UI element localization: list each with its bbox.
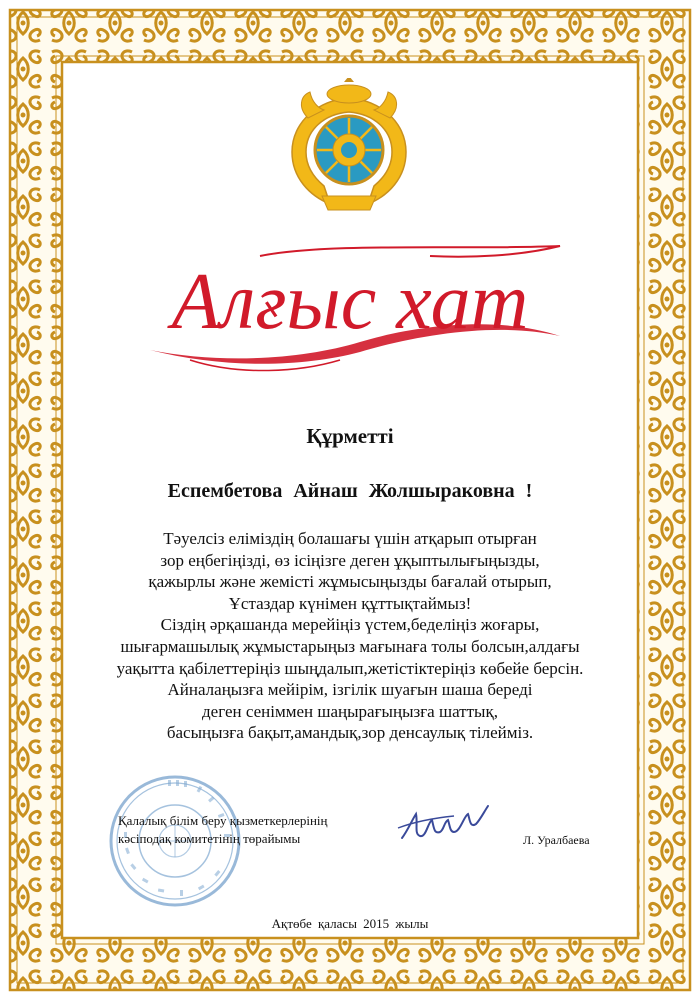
document-title bbox=[0, 232, 700, 382]
body-line: Тәуелсіз еліміздің болашағы үшін атқарып отырған bbox=[163, 529, 537, 548]
organization-line: Қалалық білім беру қызметкерлерінің bbox=[118, 813, 328, 828]
state-emblem-icon bbox=[278, 78, 420, 220]
body-line: Айналаңызға мейірім, ізгілік шуағын шаша береді bbox=[167, 680, 533, 700]
signature-icon bbox=[394, 800, 494, 850]
place-and-year: Ақтөбе қаласы 2015 жылы bbox=[271, 916, 429, 931]
body-line: Ұстаздар күнімен құттықтаймыз! bbox=[228, 593, 472, 613]
salutation: Құрметті bbox=[306, 424, 394, 448]
organization bbox=[118, 812, 327, 848]
body-line: уақытта қабілеттеріңіз шыңдалып,жетістіктеріңіз көбейе берсін. bbox=[116, 658, 584, 678]
organization-line: кәсіподақ комитетінің төрайымы bbox=[118, 831, 301, 846]
body-line: басыңызға бақыт,амандық,зор денсаулық тілейміз. bbox=[166, 723, 534, 743]
body-line: деген сеніммен шаңырағыңызға шаттық, bbox=[202, 701, 498, 721]
body-line: Сіздің әрқашанда мерейіңіз үстем,беделіңіз жоғары, bbox=[160, 615, 540, 635]
recipient-name: Еспембетова Айнаш Жолшыраковна ! bbox=[167, 480, 533, 502]
body-text bbox=[110, 528, 590, 744]
body-line: шығармашылық жұмыстарыңыз мағынаға толы болсын,алдағы bbox=[120, 636, 580, 656]
signer-name: Л. Уралбаева bbox=[523, 833, 590, 847]
body-line: қажырлы және жемісті жұмысыңызды бағалай отырып, bbox=[148, 572, 552, 592]
body-line: зор еңбегіңізді, өз ісіңізге деген ұқыптылығыңызды, bbox=[160, 550, 540, 570]
title-text: Алғыс хат bbox=[171, 258, 529, 346]
